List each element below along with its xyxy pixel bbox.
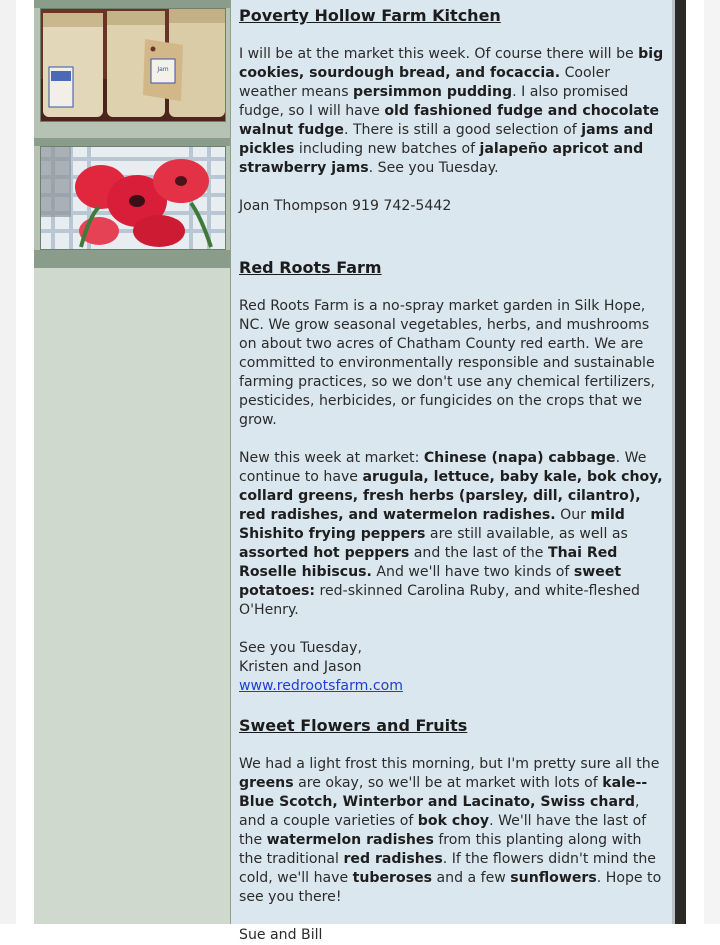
article-title: Sweet Flowers and Fruits xyxy=(239,716,468,735)
article-paragraph: I will be at the market this week. Of course there will be big cookies, sourdough bread, and focaccia. Cooler weather means persimmon pudding. I also promised fudge, so I will have old fashioned fudge and chocolate walnut fudge. There is still a good selection of jams and pickles including new batches of jalapeño apricot and strawberry jams. See you Tuesday. xyxy=(239,46,664,176)
article-sweet-flowers xyxy=(239,716,669,945)
photo-block-jars xyxy=(34,0,230,138)
article-title: Red Roots Farm xyxy=(239,258,382,277)
article-paragraph: We had a light frost this morning, but I'm pretty sure all the greens are okay, so we'll be at market with lots of kale--Blue Scotch, Winterbor and Lacinato, Swiss chard, and a couple varieties of bok choy. We'll have the last of the watermelon radishes from this planting along with the traditional red radishes. If the flowers didn't mind the cold, we'll have tuberoses and a few sunflowers. Hope to see you there! xyxy=(239,756,662,905)
sidebar-divider xyxy=(34,138,230,146)
jam-jars-photo xyxy=(40,8,226,122)
sidebar xyxy=(34,0,231,924)
red-tulips-illustration xyxy=(41,147,225,249)
newsletter xyxy=(34,0,686,943)
article-title: Poverty Hollow Farm Kitchen xyxy=(239,6,501,25)
main-content xyxy=(231,0,675,943)
sidebar-divider xyxy=(34,250,230,268)
newsletter-right-border xyxy=(675,0,686,924)
jar-label-text: Jam xyxy=(157,66,169,73)
article-poverty-hollow xyxy=(239,6,669,216)
author-names: Sue and Bill xyxy=(239,927,323,943)
page-margin-right xyxy=(704,0,720,924)
farm-website-link[interactable]: www.redrootsfarm.com xyxy=(239,678,403,694)
article-paragraph: New this week at market: Chinese (napa) cabbage. We continue to have arugula, lettuce, baby kale, bok choy, collard greens, fresh herbs (parsley, dill, cilantro), red radishes, and watermelon radishes. Our mild Shishito frying peppers are still available, as well as assorted hot peppers and the last of the Thai Red Roselle hibiscus. And we'll have two kinds of sweet potatoes: red-skinned Carolina Ruby, and white-fleshed O'Henry. xyxy=(239,450,663,618)
red-tulips-photo xyxy=(40,146,226,250)
author-names: Kristen and Jason xyxy=(239,659,362,675)
article-red-roots xyxy=(239,258,669,696)
signoff: See you Tuesday, xyxy=(239,640,362,656)
contact-line: Joan Thompson 919 742-5442 xyxy=(239,198,452,214)
photo-block-tulips xyxy=(34,138,230,258)
sidebar-divider xyxy=(34,0,230,8)
page-margin-left xyxy=(0,0,16,924)
jam-jars-illustration xyxy=(41,9,225,121)
article-paragraph: Red Roots Farm is a no-spray market garden in Silk Hope, NC. We grow seasonal vegetables, herbs, and mushrooms on about two acres of Chatham County red earth. We are committed to environmentally responsible and sustainable farming practices, so we don't use any chemical fertilizers, pesticides, herbicides, or fungicides on the crops that we grow. xyxy=(239,298,655,428)
